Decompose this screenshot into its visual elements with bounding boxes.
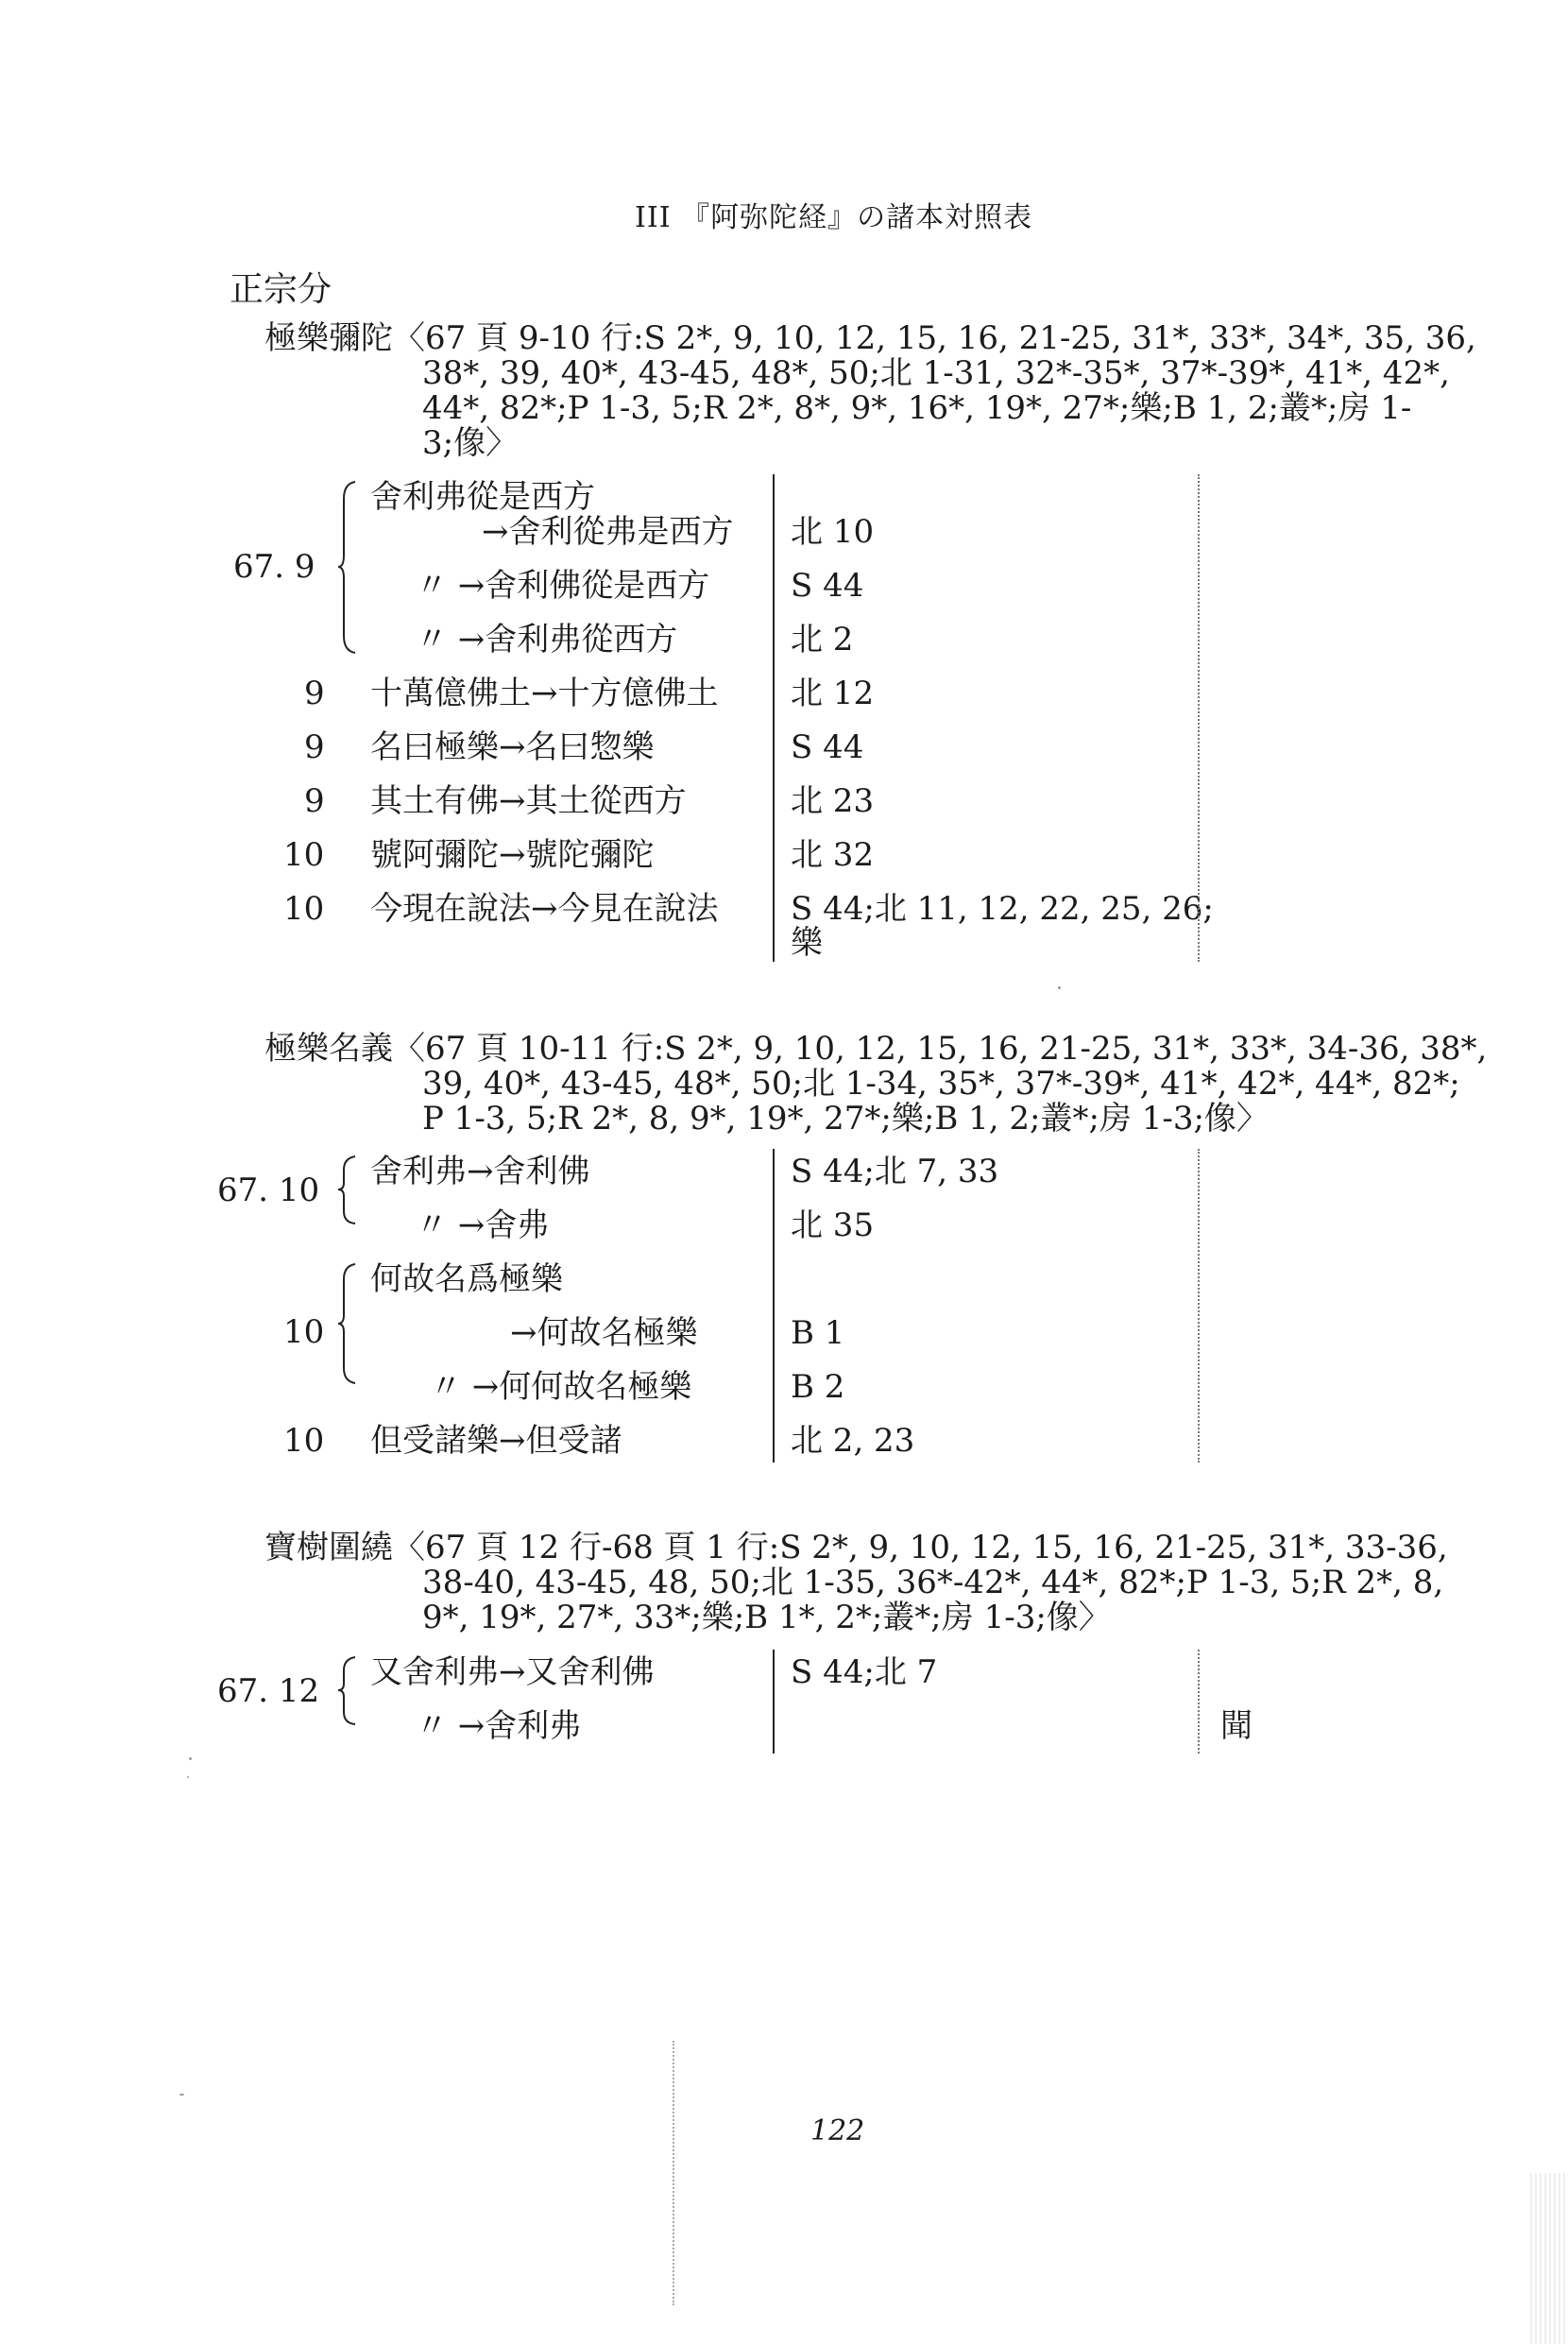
location-label: 67. 10: [217, 1172, 320, 1209]
source-ref: S 44: [791, 728, 864, 766]
location-label: 67. 12: [217, 1672, 320, 1710]
variant-text: 號阿彌陀→號陀彌陀: [370, 836, 655, 874]
column-divider: [773, 1650, 775, 1754]
location-label: 67. 9: [233, 548, 315, 586]
entry-title-line: 3;像〉: [422, 424, 519, 462]
source-ref: 樂: [791, 924, 823, 962]
variant-text: 又舍利弗→又舍利佛: [370, 1653, 655, 1691]
variant-text: →舍利從弗是西方: [482, 513, 734, 551]
entry-title-line: 38*, 39, 40*, 43-45, 48*, 50;北 1-31, 32*-35*, 37*-39*, 41*, 42*,: [422, 354, 1450, 392]
variant-text: 名曰極樂→名曰惣樂: [370, 728, 655, 766]
entry-title-line: 39, 40*, 43-45, 48*, 50;北 1-34, 35*, 37*-39*, 41*, 42*, 44*, 82*;: [422, 1065, 1460, 1103]
variant-text: 舍利弗從是西方: [370, 478, 595, 516]
dotted-column-divider: [1198, 474, 1200, 962]
source-ref: B 1: [791, 1314, 845, 1352]
scan-speck: [187, 1776, 189, 1778]
note-text: 聞: [1220, 1707, 1253, 1745]
source-ref: S 44;北 7: [791, 1653, 938, 1691]
source-ref: 北 2: [791, 621, 854, 659]
entry-title-line: 極樂彌陀〈67 頁 9-10 行:S 2*, 9, 10, 12, 15, 16, 21-25, 31*, 33*, 34*, 35, 36,: [264, 319, 1476, 357]
brace-icon: [336, 1155, 359, 1225]
source-ref: 北 10: [791, 513, 875, 551]
location-label: 9: [304, 782, 325, 820]
scan-artifact-line: [673, 2041, 674, 2305]
entry-title-line: 9*, 19*, 27*, 33*;樂;B 1*, 2*;叢*;房 1-3;像〉: [422, 1599, 1111, 1636]
column-divider: [773, 1149, 775, 1463]
source-ref: S 44;北 7, 33: [791, 1153, 999, 1190]
page-number: 122: [810, 2114, 865, 2147]
source-ref: S 44: [791, 567, 864, 605]
location-label: 10: [283, 890, 325, 928]
entry-title-line: 極樂名義〈67 頁 10-11 行:S 2*, 9, 10, 12, 15, 16, 21-25, 31*, 33*, 34-36, 38*,: [264, 1030, 1488, 1068]
dotted-column-divider: [1198, 1149, 1200, 1463]
source-ref: 北 32: [791, 836, 875, 874]
scan-speck: [179, 2094, 184, 2096]
variant-text: 何故名爲極樂: [370, 1260, 563, 1298]
source-ref: 北 2, 23: [791, 1422, 915, 1460]
variant-text: →何故名極樂: [510, 1314, 698, 1352]
location-label: 10: [283, 1422, 325, 1460]
location-label: 9: [304, 675, 325, 712]
source-ref: S 44;北 11, 12, 22, 25, 26;: [791, 890, 1214, 928]
source-ref: 北 35: [791, 1206, 875, 1244]
variant-text: 但受諸樂→但受諸: [370, 1422, 622, 1460]
brace-icon: [336, 480, 359, 655]
variant-text: 〃 →舍利佛從是西方: [416, 567, 710, 605]
location-label: 10: [283, 836, 325, 874]
location-label: 10: [283, 1313, 325, 1351]
page-header: III 『阿弥陀経』の諸本対照表: [635, 201, 1033, 234]
dotted-column-divider: [1198, 1650, 1200, 1754]
location-label: 9: [304, 728, 325, 766]
entry-title-line: P 1-3, 5;R 2*, 8, 9*, 19*, 27*;樂;B 1, 2;叢*;房 1-3;像〉: [422, 1100, 1269, 1138]
source-ref: B 2: [791, 1368, 845, 1406]
variant-text: 舍利弗→舍利佛: [370, 1153, 590, 1190]
variant-text: 〃 →舍利弗從西方: [416, 621, 678, 659]
brace-icon: [336, 1262, 359, 1385]
variant-text: 〃 →何何故名極樂: [430, 1368, 692, 1406]
variant-text: 其土有佛→其土從西方: [370, 782, 687, 820]
entry-title-line: 38-40, 43-45, 48, 50;北 1-35, 36*-42*, 44*, 82*;P 1-3, 5;R 2*, 8,: [422, 1564, 1444, 1601]
scan-speck: [1058, 986, 1061, 989]
variant-text: 〃 →舍利弗: [416, 1707, 582, 1745]
source-ref: 北 23: [791, 782, 875, 820]
scan-edge-artifact: [1530, 2173, 1568, 2344]
entry-title-line: 44*, 82*;P 1-3, 5;R 2*, 8*, 9*, 16*, 19*, 27*;樂;B 1, 2;叢*;房 1-: [422, 389, 1412, 427]
column-divider: [773, 474, 775, 962]
section-title: 正宗分: [230, 270, 332, 309]
variant-text: 十萬億佛土→十方億佛土: [370, 675, 719, 712]
scan-speck: [189, 1757, 192, 1760]
source-ref: 北 12: [791, 675, 875, 712]
entry-title-line: 寶樹圍繞〈67 頁 12 行-68 頁 1 行:S 2*, 9, 10, 12, 15, 16, 21-25, 31*, 33-36,: [264, 1529, 1448, 1566]
brace-icon: [336, 1655, 359, 1726]
variant-text: 〃 →舍弗: [416, 1206, 550, 1244]
variant-text: 今現在說法→今見在說法: [370, 890, 719, 928]
